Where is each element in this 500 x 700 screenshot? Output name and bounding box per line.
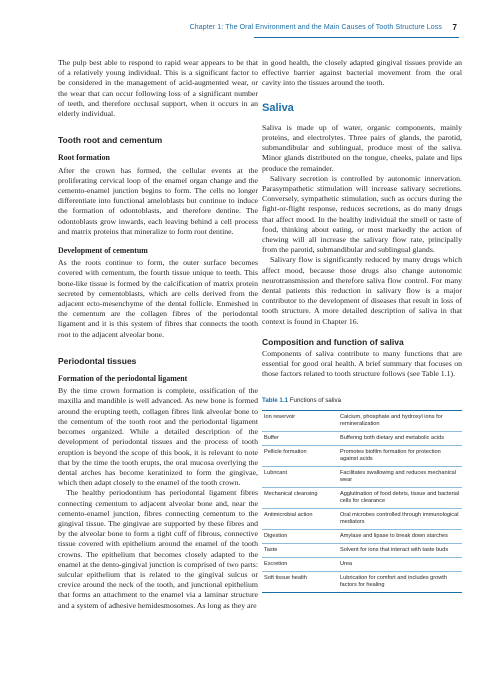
subheading-cementum: Development of cementum	[58, 246, 148, 256]
table-cell-function: Taste	[262, 543, 338, 557]
intro-paragraph: The pulp best able to respond to rapid wear appears to be that of a relatively young individual. This is a significant factor to be considered in the management of acid-augmented wear, or the wear that can occur following loss of a significant number of teeth, and therefore occlusal support, when it occurs in an elderly individual.	[58, 58, 258, 119]
table-title: Functions of saliva	[289, 396, 342, 404]
table-cell-function: Antimicrobial action	[262, 508, 338, 529]
section-heading-root: Tooth root and cementum	[58, 135, 163, 146]
running-header: Chapter 1: The Oral Environment and the Main Causes of Tooth Structure Loss	[189, 24, 442, 31]
table-row	[262, 557, 462, 571]
table-cell-role: Lubrication for comfort and includes growth factors for healing	[338, 571, 462, 592]
table-label: Table 1.1	[262, 396, 289, 404]
paragraph-healthy-periodontium: The healthy periodontium has periodontal ligament fibres connecting cementum to adjacent alveolar bone and, near the cemento-enamel junction, fibres connecting cementum to the gingival tissue. The gingivae are supported by these fibres and by the alveolar bone to form a tight cuff of fibrous, connective tissue covered with epithelium around the enamel of the tooth crowns. The epithelium that becomes closely adapted to the enamel at the dento-gingival junction is comprised of two parts: sulcular epithelium that is related to the gingival sulcus or crevice around the neck of the tooth, and junctional epithelium that forms an attachment to the enamel via a laminar structure and a system of adhesive hemidesmosomes. As long as they are	[58, 488, 258, 610]
table-row	[262, 466, 462, 487]
table-cell-role: Facilitates swallowing and reduces mechanical wear	[338, 466, 462, 487]
subheading-root-formation: Root formation	[58, 153, 110, 163]
paragraph-composition: Components of saliva contribute to many functions that are essential for good oral health. A brief summary that focuses on those factors related to tooth structure follows (see Table 1.1).	[262, 349, 462, 379]
table-row	[262, 508, 462, 529]
paragraph-saliva-3: Salivary flow is significantly reduced by many drugs which affect mood, because those drugs also change autonomic neurotransmission and therefore saliva flow control. For many dental patients this reduction in salivary flow is a major contributor to the development of diseases that result in loss of tooth structure. A more detailed description of saliva in that context is found in Chapter 16.	[262, 255, 462, 326]
saliva-functions-table	[262, 410, 462, 593]
section-heading-saliva: Saliva	[262, 101, 294, 114]
table-cell-role: Calcium, phosphate and hydroxyl ions for remineralization	[338, 410, 462, 431]
header-rule	[254, 37, 459, 38]
table-cell-role: Promotes biofilm formation for protection against acids	[338, 445, 462, 466]
page-number: 7	[452, 23, 457, 32]
table-cell-function: Buffer	[262, 431, 338, 445]
table-cell-role: Urea	[338, 557, 462, 571]
table-cell-role: Oral microbes controlled through immunological mediators	[338, 508, 462, 529]
paragraph-root-formation: After the crown has formed, the cellular events at the proliferating cervical loop of the enamel organ change and the cemento-enamel junction begins to form. The cells no longer differentiate into functional ameloblasts but continue to induce the formation of odontoblasts, and therefore dentine. The odontoblasts grow inwards, each leaving behind a cell process and matrix proteins that mineralize to form root dentine.	[58, 165, 258, 236]
table-row	[262, 487, 462, 508]
paragraph-saliva-1: Saliva is made up of water, organic components, mainly proteins, and electrolytes. Three pairs of glands, the parotid, submandibular and sublingual, produce most of the saliva. Minor glands distributed on the tongue, cheeks, palate and lips produce the remainder.	[262, 122, 462, 173]
table-cell-function: Ion reservoir	[262, 410, 338, 431]
paragraph-cementum: As the roots continue to form, the outer surface becomes covered with cementum, the fourth tissue unique to teeth. This bone-like tissue is formed by the calcification of matrix protein secreted by cementoblasts, which are cells derived from the adjacent ecto-mesenchyme of the dental follicle. Enmeshed in the cementum are the collagen fibres of the periodontal ligament and it is this system of fibres that connects the tooth root to the adjacent alveolar bone.	[58, 258, 258, 339]
table-cell-function: Digestion	[262, 529, 338, 543]
paragraph-pdl: By the time crown formation is complete, ossification of the maxilla and mandible is well advanced. As new bone is formed around the erupting teeth, collagen fibres link alveolar bone to the cementum of the tooth root and the periodontal ligament becomes organized. While a detailed description of the development of periodontal tissues and the process of tooth eruption is beyond the scope of this book, it is relevant to note that by the time the tooth erupts, the oral mucosa overlying the dental arches has become keratinized to form the gingivae, which then adapt closely to the enamel of the tooth crown.	[58, 386, 258, 488]
table-cell-function: Pellicle formation	[262, 445, 338, 466]
table-cell-role: Buffering both dietary and metabolic acids	[338, 431, 462, 445]
table-cell-function: Lubricant	[262, 466, 338, 487]
left-column	[58, 58, 258, 611]
table-row	[262, 445, 462, 466]
table-cell-function: Mechanical cleansing	[262, 487, 338, 508]
table-cell-role: Agglutination of food debris, tissue and bacterial cells for clearance	[338, 487, 462, 508]
table-row	[262, 529, 462, 543]
table-cell-function: Soft tissue health	[262, 571, 338, 592]
section-heading-composition: Composition and function of saliva	[262, 336, 404, 347]
table-row	[262, 571, 462, 592]
table-cell-role: Amylase and lipase to break down starches	[338, 529, 462, 543]
table-row	[262, 543, 462, 557]
section-heading-periodontal: Periodontal tissues	[58, 355, 137, 366]
table-cell-function: Excretion	[262, 557, 338, 571]
table-row	[262, 431, 462, 445]
paragraph-continued: in good health, the closely adapted gingival tissues provide an effective barrier against bacterial movement from the oral cavity into the tissues around the tooth.	[262, 58, 462, 88]
right-column	[262, 58, 462, 593]
table-caption	[262, 396, 462, 406]
paragraph-saliva-2: Salivary secretion is controlled by autonomic innervation. Parasympathetic stimulation will increase salivary secretions. Conversely, sympathetic stimulation, such as occurs during the fight-or-flight response, reduces secretions, as do many drugs that affect mood. In the healthy individual the smell or taste of food, thinking about eating, or most markedly the action of chewing will all increase the salivary flow rate, principally from the parotid, submandibular and sublingual glands.	[262, 173, 462, 255]
table-row	[262, 410, 462, 431]
table-cell-role: Solvent for ions that interact with taste buds	[338, 543, 462, 557]
subheading-pdl: Formation of the periodontal ligament	[58, 374, 188, 384]
